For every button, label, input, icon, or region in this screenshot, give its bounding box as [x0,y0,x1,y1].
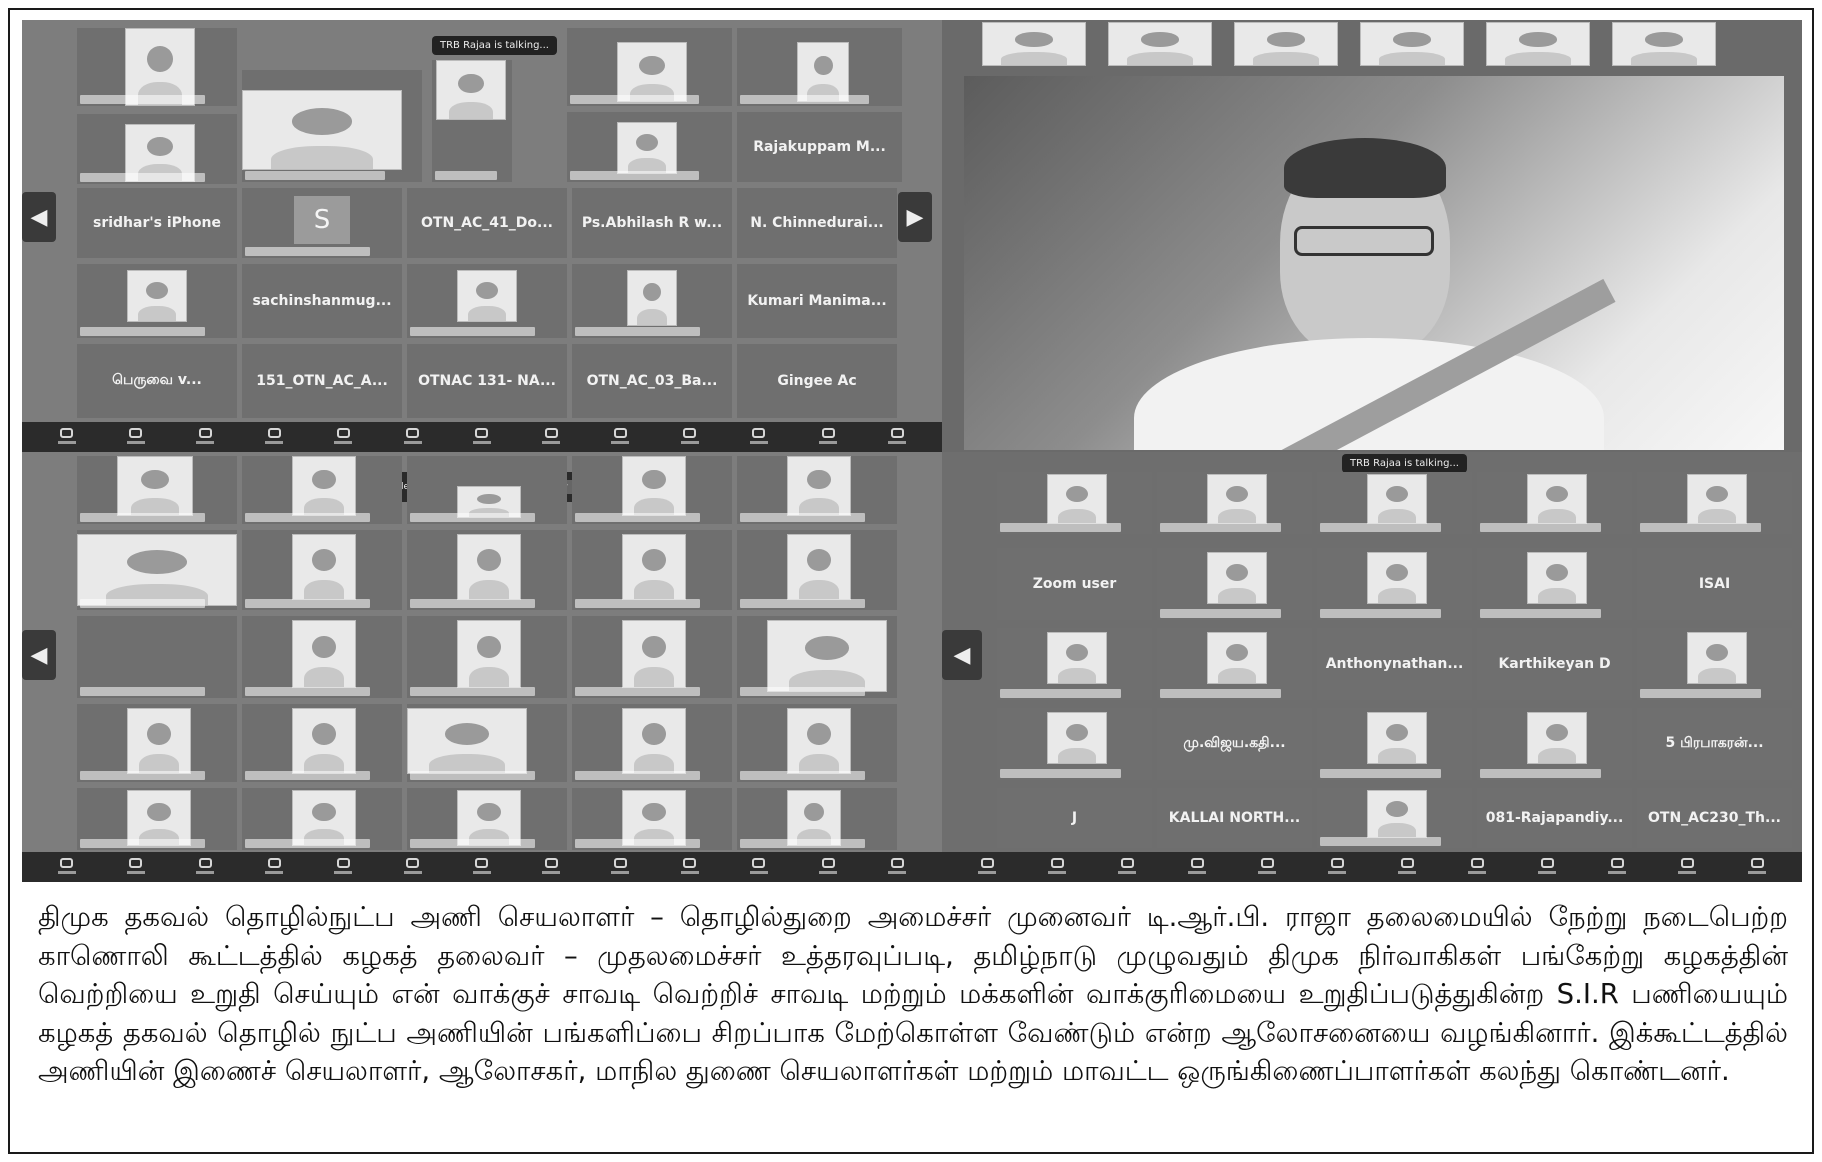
participant-tile [1317,548,1472,620]
react-icon[interactable] [1256,858,1278,876]
prev-page-arrow-icon[interactable]: ◀ [942,630,982,680]
participant-tile [432,60,512,182]
participant-tile [572,788,732,850]
news-photo-frame [8,8,1814,1154]
record-icon[interactable] [748,428,770,446]
host-tools-icon[interactable] [471,428,493,446]
speaker-hair [1284,138,1446,198]
participant-name-tile: Kumari Manima... [737,264,897,338]
participant-tile [407,616,567,698]
participant-tile [1317,472,1472,534]
chat-icon[interactable] [263,428,285,446]
initial-avatar: S [294,196,350,244]
apps-icon[interactable] [1606,858,1628,876]
participant-name-tile: 081-Rajapandiy... [1477,788,1632,848]
participant-tile [1637,628,1792,700]
video-icon[interactable] [125,428,147,446]
ai-companion-icon[interactable] [540,428,562,446]
prev-page-arrow-icon[interactable]: ◀ [22,630,56,680]
zoom-gallery-top-left [22,20,942,452]
participant-tile [407,704,567,782]
participant-tile [1317,788,1472,848]
apps-icon[interactable] [679,858,701,876]
participant-tile [1157,472,1312,534]
participant-tile [572,530,732,610]
participant-tile [1317,708,1472,780]
participant-tile [737,530,897,610]
participant-tile [242,188,402,258]
audio-icon[interactable] [56,858,78,876]
react-icon[interactable] [332,428,354,446]
news-caption: திமுக தகவல் தொழில்நுட்ப அணி செயலாளர் – தொழில்துறை அமைச்சர் முனைவர் டி.ஆர்.பி. ராஜா தலைமையில் நேற்று நடைபெற்ற காணொலி கூட்டத்தில் கழகத் தலைவர் – முதலமைச்சர் உத்தரவுப்படி, தமிழ்நாடு முழுவதும் திமுக நிர்வாகிகள் பங்கேற்று கழகத்தின் வெற்றியை உறுதி செய்யும் என் வாக்குச் சாவடி வெற்றிச் சாவடி மற்றும் மக்களின் வாக்குரிமையை உறுதிப்படுத்துகின்ற S.I.R பணியையும் கழகத் தகவல் தொழில் நுட்ப அணியின் பங்களிப்பை சிறப்பாக மேற்கொள்ள வேண்டும் என்ற ஆலோசனையை வழங்கினார். இக்கூட்டத்தில் அணியின் இணைச் செயலாளர், ஆலோசகர், மாநில துணை செயலாளர்கள் மற்றும் மாவட்ட ஒருங்கிணைப்பாளர்கள் கலந்து கொண்டனர். [38,901,1788,1087]
talking-indicator: TRB Rajaa is talking... [1342,454,1467,473]
participant-tile [242,530,402,610]
participant-name-tile: OTN_AC_03_Ba... [572,344,732,418]
record-icon[interactable] [748,858,770,876]
audio-icon[interactable] [56,428,78,446]
participant-tile [407,456,567,524]
audio-icon[interactable] [976,858,998,876]
participant-name-tile: OTNAC 131- NA... [407,344,567,418]
glasses-icon [1294,226,1434,256]
participant-name-tile: OTN_AC230_Th... [1637,788,1792,848]
participants-icon[interactable] [1116,858,1138,876]
thumbnail-strip [982,22,1772,68]
ai-companion-icon[interactable] [540,858,562,876]
end-icon[interactable] [886,428,908,446]
participant-tile [572,616,732,698]
participant-tile [1157,548,1312,620]
participant-tile [997,628,1152,700]
participant-name-tile: 5 பிரபாகரன்... [1637,708,1792,780]
participant-name-tile: OTN_AC_41_Do... [407,188,567,258]
participant-tile [77,264,237,338]
participant-name-tile: Karthikeyan D [1477,628,1632,700]
active-speaker-video [964,76,1784,450]
participant-name-tile: sachinshanmug... [242,264,402,338]
participant-tile [737,28,902,106]
participant-tile [242,704,402,782]
participant-tile [737,616,897,698]
chat-icon[interactable] [1186,858,1208,876]
participant-name-tile: Rajakuppam M... [737,112,902,182]
participant-tile [77,704,237,782]
apps-icon[interactable] [679,428,701,446]
prev-page-arrow-icon[interactable]: ◀ [22,192,56,242]
participant-tile [407,788,567,850]
speaker-body [1134,338,1604,450]
meeting-info-icon[interactable] [609,428,631,446]
more-icon[interactable] [1746,858,1768,876]
participant-tile [242,616,402,698]
participant-tile [1477,548,1632,620]
next-page-arrow-icon[interactable]: ▶ [898,192,932,242]
host-tools-icon[interactable] [1396,858,1418,876]
zoom-speaker-top-right [942,20,1802,452]
ai-companion-icon[interactable] [1466,858,1488,876]
more-icon[interactable] [817,858,839,876]
talking-indicator: TRB Rajaa is talking... [432,36,557,55]
video-icon[interactable] [125,858,147,876]
chat-icon[interactable] [263,858,285,876]
participant-tile [77,616,237,698]
participant-name-tile: sridhar's iPhone [77,188,237,258]
share-icon[interactable] [402,428,424,446]
participant-tile [737,456,897,524]
participant-name-tile: Zoom user [997,548,1152,620]
react-icon[interactable] [332,858,354,876]
zoom-gallery-bottom-right [942,452,1802,882]
participant-tile [77,114,237,184]
participant-name-tile: மு.விஜய.கதி... [1157,708,1312,780]
meeting-toolbar [22,422,942,452]
meeting-info-icon[interactable] [1536,858,1558,876]
participant-tile [997,708,1152,780]
participant-tile [1477,708,1632,780]
participant-name-tile: பெருவை v... [77,344,237,418]
video-icon[interactable] [1046,858,1068,876]
participant-tile [572,264,732,338]
participant-name-tile: 151_OTN_AC_A... [242,344,402,418]
end-icon[interactable] [886,858,908,876]
participants-icon[interactable] [194,858,216,876]
participant-tile [737,788,897,850]
share-icon[interactable] [402,858,424,876]
participant-tile [77,788,237,850]
participant-tile [407,264,567,338]
participant-tile [572,704,732,782]
participant-tile [242,70,422,182]
participants-icon[interactable] [194,428,216,446]
participant-tile [1637,472,1792,534]
participant-tile [77,456,237,524]
participant-tile [242,788,402,850]
participant-name-tile: N. Chinnedurai... [737,188,897,258]
participant-tile [1477,472,1632,534]
news-photo [22,20,1802,882]
share-icon[interactable] [1326,858,1348,876]
participant-tile [77,530,237,610]
participant-tile [242,456,402,524]
host-tools-icon[interactable] [471,858,493,876]
participant-tile [567,112,732,182]
meeting-toolbar [942,852,1802,882]
participant-tile [997,472,1152,534]
participant-tile [572,456,732,524]
zoom-gallery-bottom-left [22,452,942,882]
participant-name-tile: Anthonynathan... [1317,628,1472,700]
participant-name-tile: Gingee Ac [737,344,897,418]
participant-name-tile: KALLAI NORTH... [1157,788,1312,848]
meeting-toolbar [22,852,942,882]
participant-tile [1157,628,1312,700]
participant-tile [567,28,732,106]
participant-tile [737,704,897,782]
participant-tile [77,28,237,106]
record-icon[interactable] [1676,858,1698,876]
participant-name-tile: J [997,788,1152,848]
participant-name-tile: ISAI [1637,548,1792,620]
more-icon[interactable] [817,428,839,446]
participant-tile [407,530,567,610]
participant-name-tile: Ps.Abhilash R w... [572,188,732,258]
meeting-info-icon[interactable] [609,858,631,876]
